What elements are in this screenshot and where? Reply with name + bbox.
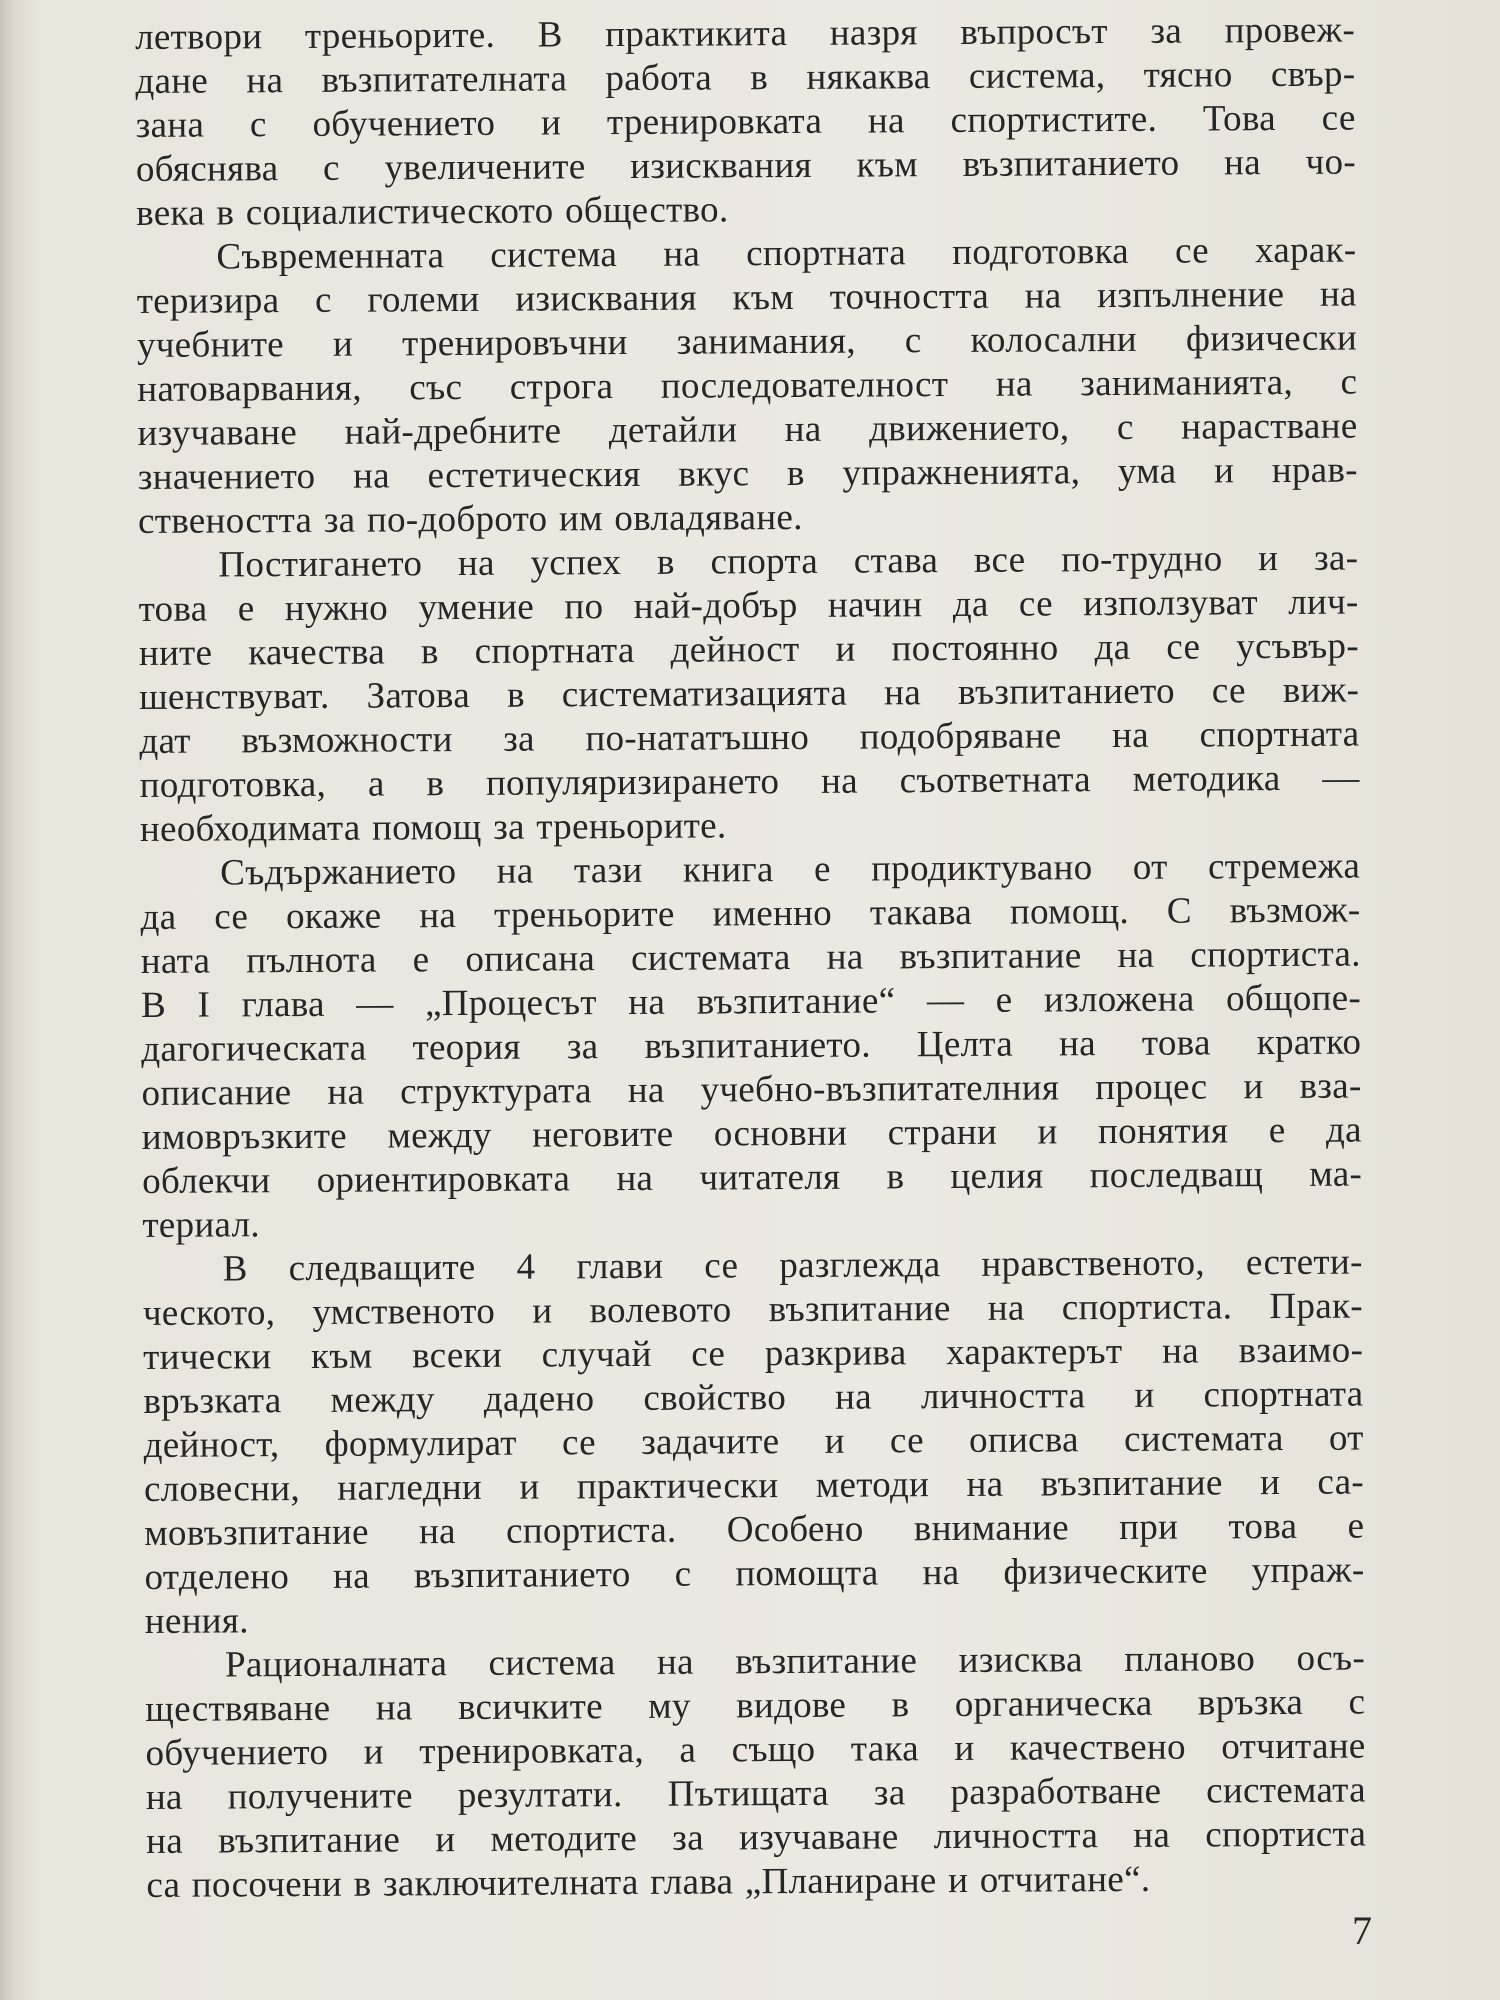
- text-line: шенствуват. Затова в систематизацията на възпитанието се виж-: [139, 669, 1360, 718]
- paragraph: [143, 1241, 1365, 1644]
- text-line: летвори треньорите. В практикита назря въпросът за провеж-: [135, 9, 1356, 58]
- text-line: мовъзпитание на спортиста. Особено внимание при това е: [144, 1505, 1365, 1554]
- text-line: века в социалистическото общество.: [136, 189, 729, 234]
- text-line: ната пълнота е описана системата на възпитание на спортиста.: [140, 933, 1361, 982]
- text-line: на получените резултати. Пътищата за разработване системата: [145, 1769, 1366, 1818]
- text-line: тически към всеки случай се разкрива характерът на взаимо-: [143, 1329, 1364, 1378]
- text-line: учебните и тренировъчни занимания, с колосални физически: [136, 317, 1358, 366]
- text-line: В следващите 4 глави се разглежда нравственото, естети-: [222, 1241, 1363, 1290]
- text-line: подготовка, а в популяризирането на съответната методика —: [139, 757, 1360, 806]
- text-line: ществяване на всичките му видове в органическа връзка с: [145, 1681, 1366, 1730]
- text-line: дагогическата теория за възпитанието. Целта на това кратко: [141, 1021, 1362, 1070]
- text-line: на възпитание и методите за изучаване личността на спортиста: [146, 1813, 1367, 1862]
- text-line: ствеността за по-доброто им овладяване.: [137, 496, 803, 542]
- text-line: зана с обучението и тренировката на спортистите. Това се: [135, 97, 1356, 146]
- paragraph: [145, 1637, 1367, 1908]
- text-line: връзката между дадено свойство на личността и спортната: [143, 1373, 1364, 1422]
- text-line: облекчи ориентировката на читателя в целия последващ ма-: [141, 1153, 1363, 1202]
- text-line: описание на структурата на учебно-възпитателния процес и вза-: [141, 1065, 1362, 1114]
- text-line: обяснява с увеличените изисквания към възпитанието на чо-: [135, 141, 1357, 190]
- text-line: В I глава — „Процесът на възпитание“ — е изложена общопе-: [140, 977, 1362, 1026]
- paragraph: [140, 845, 1362, 1248]
- text-line: теризира с големи изисквания към точността на изпълнение на: [136, 273, 1357, 322]
- text-line: натоварвания, със строга последователност на заниманията, с: [137, 361, 1358, 410]
- text-line: ните качества в спортната дейност и постоянно да се усъвър-: [138, 625, 1359, 674]
- text-line: отделено на възпитанието с помощта на физическите упраж-: [144, 1549, 1365, 1598]
- paragraph: [138, 537, 1360, 852]
- text-line: това е нужно умение по най-добър начин да се използуват лич-: [138, 581, 1359, 630]
- text-line: имовръзките между неговите основни страни и понятия е да: [141, 1109, 1362, 1158]
- text-line: са посочени в заключителната глава „Планиране и отчитане“.: [146, 1858, 1151, 1906]
- text-line: Съвременната система на спортната подготовка се харак-: [216, 229, 1357, 278]
- text-line: обучението и тренировката, а също така и качествено отчитане: [145, 1725, 1366, 1774]
- text-line: изучаване най-дребните детайли на движението, с нарастване: [137, 405, 1358, 454]
- text-line: да се окаже на треньорите именно такава помощ. С възмож-: [140, 889, 1361, 938]
- text-line: дане на възпитателната работа в някаква система, тясно свър-: [135, 53, 1356, 102]
- text-line: значението на естетическия вкус в упражненията, ума и нрав-: [137, 449, 1358, 498]
- body-text: [135, 9, 1367, 1908]
- text-line: териал.: [142, 1204, 260, 1246]
- text-line: Рационалната система на възпитание изисква планово осъ-: [224, 1637, 1366, 1686]
- text-line: нения.: [144, 1600, 249, 1642]
- text-line: необходимата помощ за треньорите.: [139, 805, 727, 850]
- paragraph: [135, 9, 1356, 236]
- text-line: Съдържанието на тази книга е продиктувано от стремежа: [220, 845, 1361, 894]
- page-number: 7: [1352, 1908, 1372, 1953]
- paragraph: [136, 229, 1358, 544]
- text-line: Постигането на успех в спорта става все по-трудно и за-: [218, 537, 1359, 586]
- text-line: дат възможности за по-нататъшно подобряване на спортната: [139, 713, 1360, 762]
- text-line: словесни, нагледни и практически методи на възпитание и са-: [143, 1461, 1365, 1510]
- text-line: дейност, формулират се задачите и се описва системата от: [143, 1417, 1364, 1466]
- text-line: ческото, умственото и волевото възпитание на спортиста. Прак-: [142, 1285, 1364, 1334]
